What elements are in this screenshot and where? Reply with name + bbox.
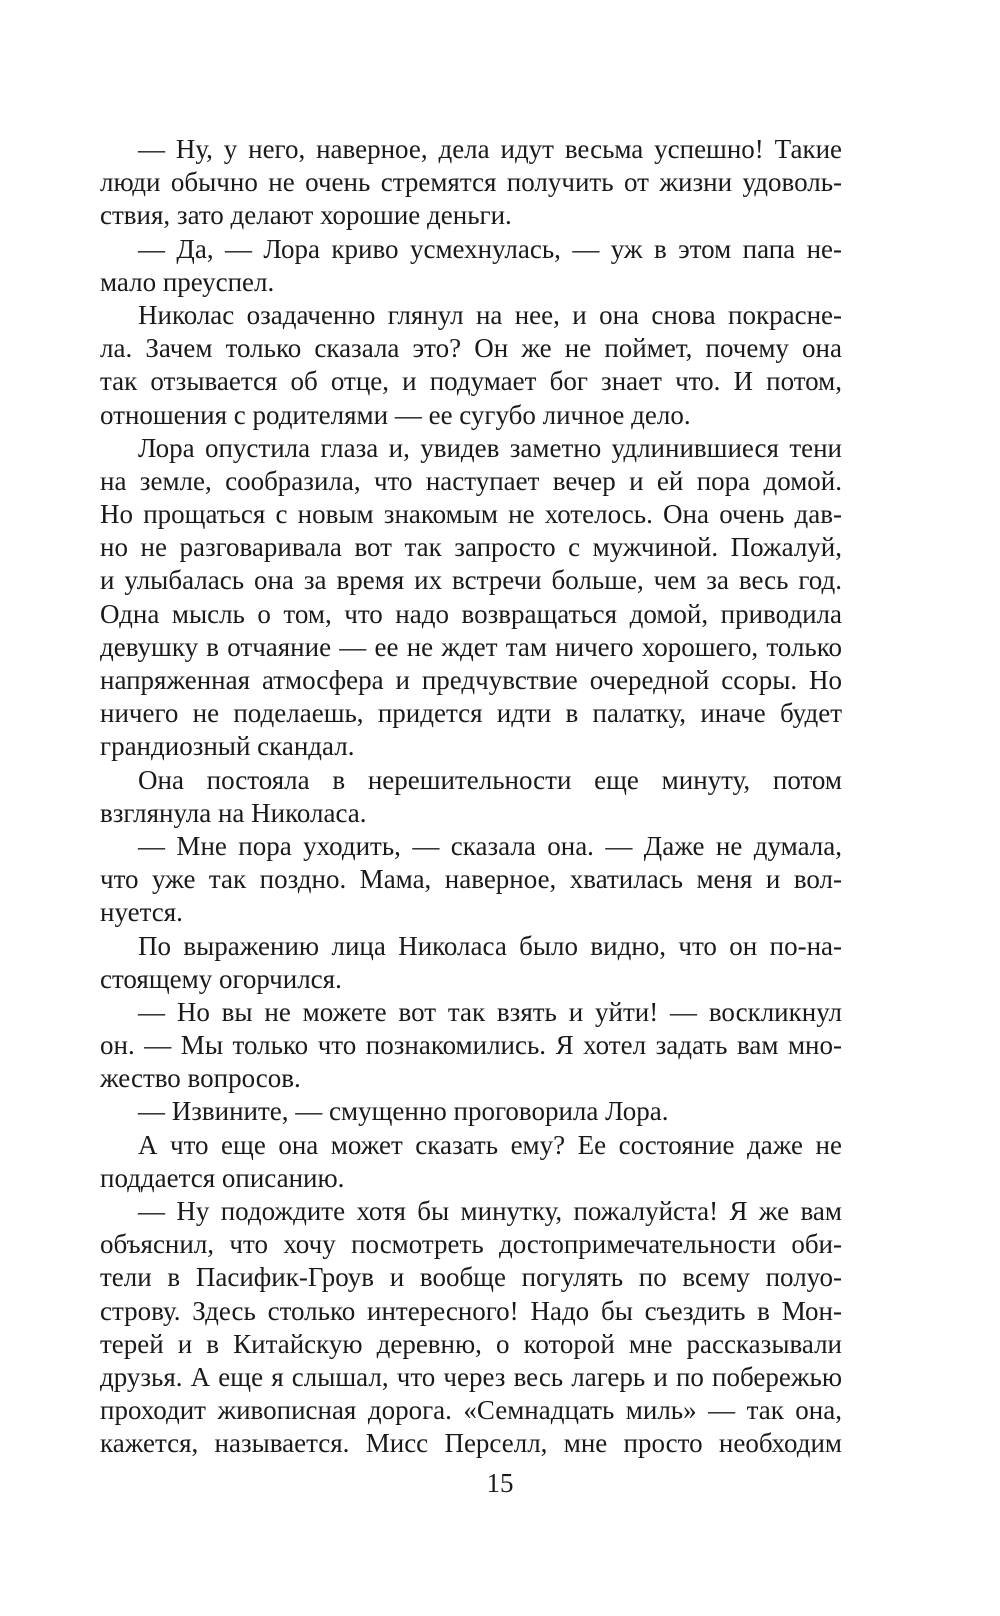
text-line: на земле, сообразила, что наступает вечер и ей пора домой. — [100, 465, 842, 496]
text-line: ничего не поделаешь, придется идти в палатку, иначе будет — [100, 698, 842, 729]
text-line: — Но вы не можете вот так взять и уйти! — воскликнул — [138, 996, 842, 1027]
text-line: проходит живописная дорога. «Семнадцать миль» — так она, — [100, 1395, 842, 1426]
text-line: напряженная атмосфера и предчувствие очередной ссоры. Но — [100, 665, 842, 695]
text-line: — Мне пора уходить, — сказала она. — Даже не думала, — [138, 830, 842, 861]
text-line: стоящему огорчился. — [100, 963, 342, 994]
text-line: Лора опустила глаза и, увидев заметно удлинившиеся тени — [138, 432, 842, 463]
text-line: жество вопросов. — [100, 1063, 301, 1094]
text-line: тели в Пасифик-Гроув и вообще погулять по всему полуо- — [100, 1262, 842, 1293]
text-line: грандиозный скандал. — [100, 731, 355, 762]
text-line: — Ну, у него, наверное, дела идут весьма успешно! Такие — [138, 134, 842, 164]
text-line: Одна мысль о том, что надо возвращаться домой, приводила — [100, 598, 842, 629]
text-line: что уже так поздно. Мама, наверное, хватилась меня и вол- — [100, 864, 842, 895]
text-line: люди обычно не очень стремятся получить от жизни удоволь- — [100, 167, 842, 198]
text-line: так отзывается об отце, и подумает бог знает что. И потом, — [100, 366, 842, 397]
text-line: мало преуспел. — [100, 266, 275, 297]
text-line: Она постояла в нерешительности еще минуту, потом — [138, 764, 842, 795]
text-line: Но прощаться с новым знакомым не хотелось. Она очень дав- — [100, 499, 842, 530]
text-line: А что еще она может сказать ему? Ее состояние даже не — [138, 1129, 842, 1160]
text-line: друзья. А еще я слышал, что через весь лагерь и по побережью — [100, 1361, 842, 1392]
text-line: девушку в отчаяние — ее не ждет там ничего хорошего, только — [100, 631, 842, 662]
text-line: — Да, — Лора криво усмехнулась, — уж в этом папа не- — [138, 233, 842, 264]
text-line: Николас озадаченно глянул на нее, и она снова покрасне- — [138, 299, 842, 330]
text-line: поддается описанию. — [100, 1162, 345, 1193]
text-line: строву. Здесь столько интересного! Надо бы съездить в Мон- — [100, 1295, 842, 1326]
text-line: ствия, зато делают хорошие деньги. — [100, 200, 512, 231]
text-line: отношения с родителями — ее сугубо личное дело. — [100, 399, 691, 430]
text-line: По выражению лица Николаса было видно, что он по-на- — [138, 930, 842, 961]
text-line: нуется. — [100, 897, 183, 928]
text-line: ла. Зачем только сказала это? Он же не поймет, почему она — [100, 333, 842, 364]
text-line: кажется, называется. Мисс Перселл, мне просто необходим — [100, 1428, 842, 1459]
text-line: он. — Мы только что познакомились. Я хотел задать вам мно- — [100, 1030, 842, 1061]
text-line: терей и в Китайскую деревню, о которой мне рассказывали — [100, 1328, 842, 1359]
text-line: и улыбалась она за время их встречи больше, чем за весь год. — [100, 565, 842, 596]
page-number: 15 — [486, 1468, 514, 1498]
body-text — [100, 133, 842, 1461]
text-line: но не разговаривала вот так запросто с мужчиной. Пожалуй, — [100, 532, 842, 563]
text-line: — Извините, — смущенно проговорила Лора. — [138, 1096, 669, 1127]
text-line: объяснил, что хочу посмотреть достопримечательности оби- — [100, 1229, 842, 1260]
text-line: взглянула на Николаса. — [100, 797, 367, 828]
text-line: — Ну подождите хотя бы минутку, пожалуйста! Я же вам — [138, 1196, 842, 1226]
